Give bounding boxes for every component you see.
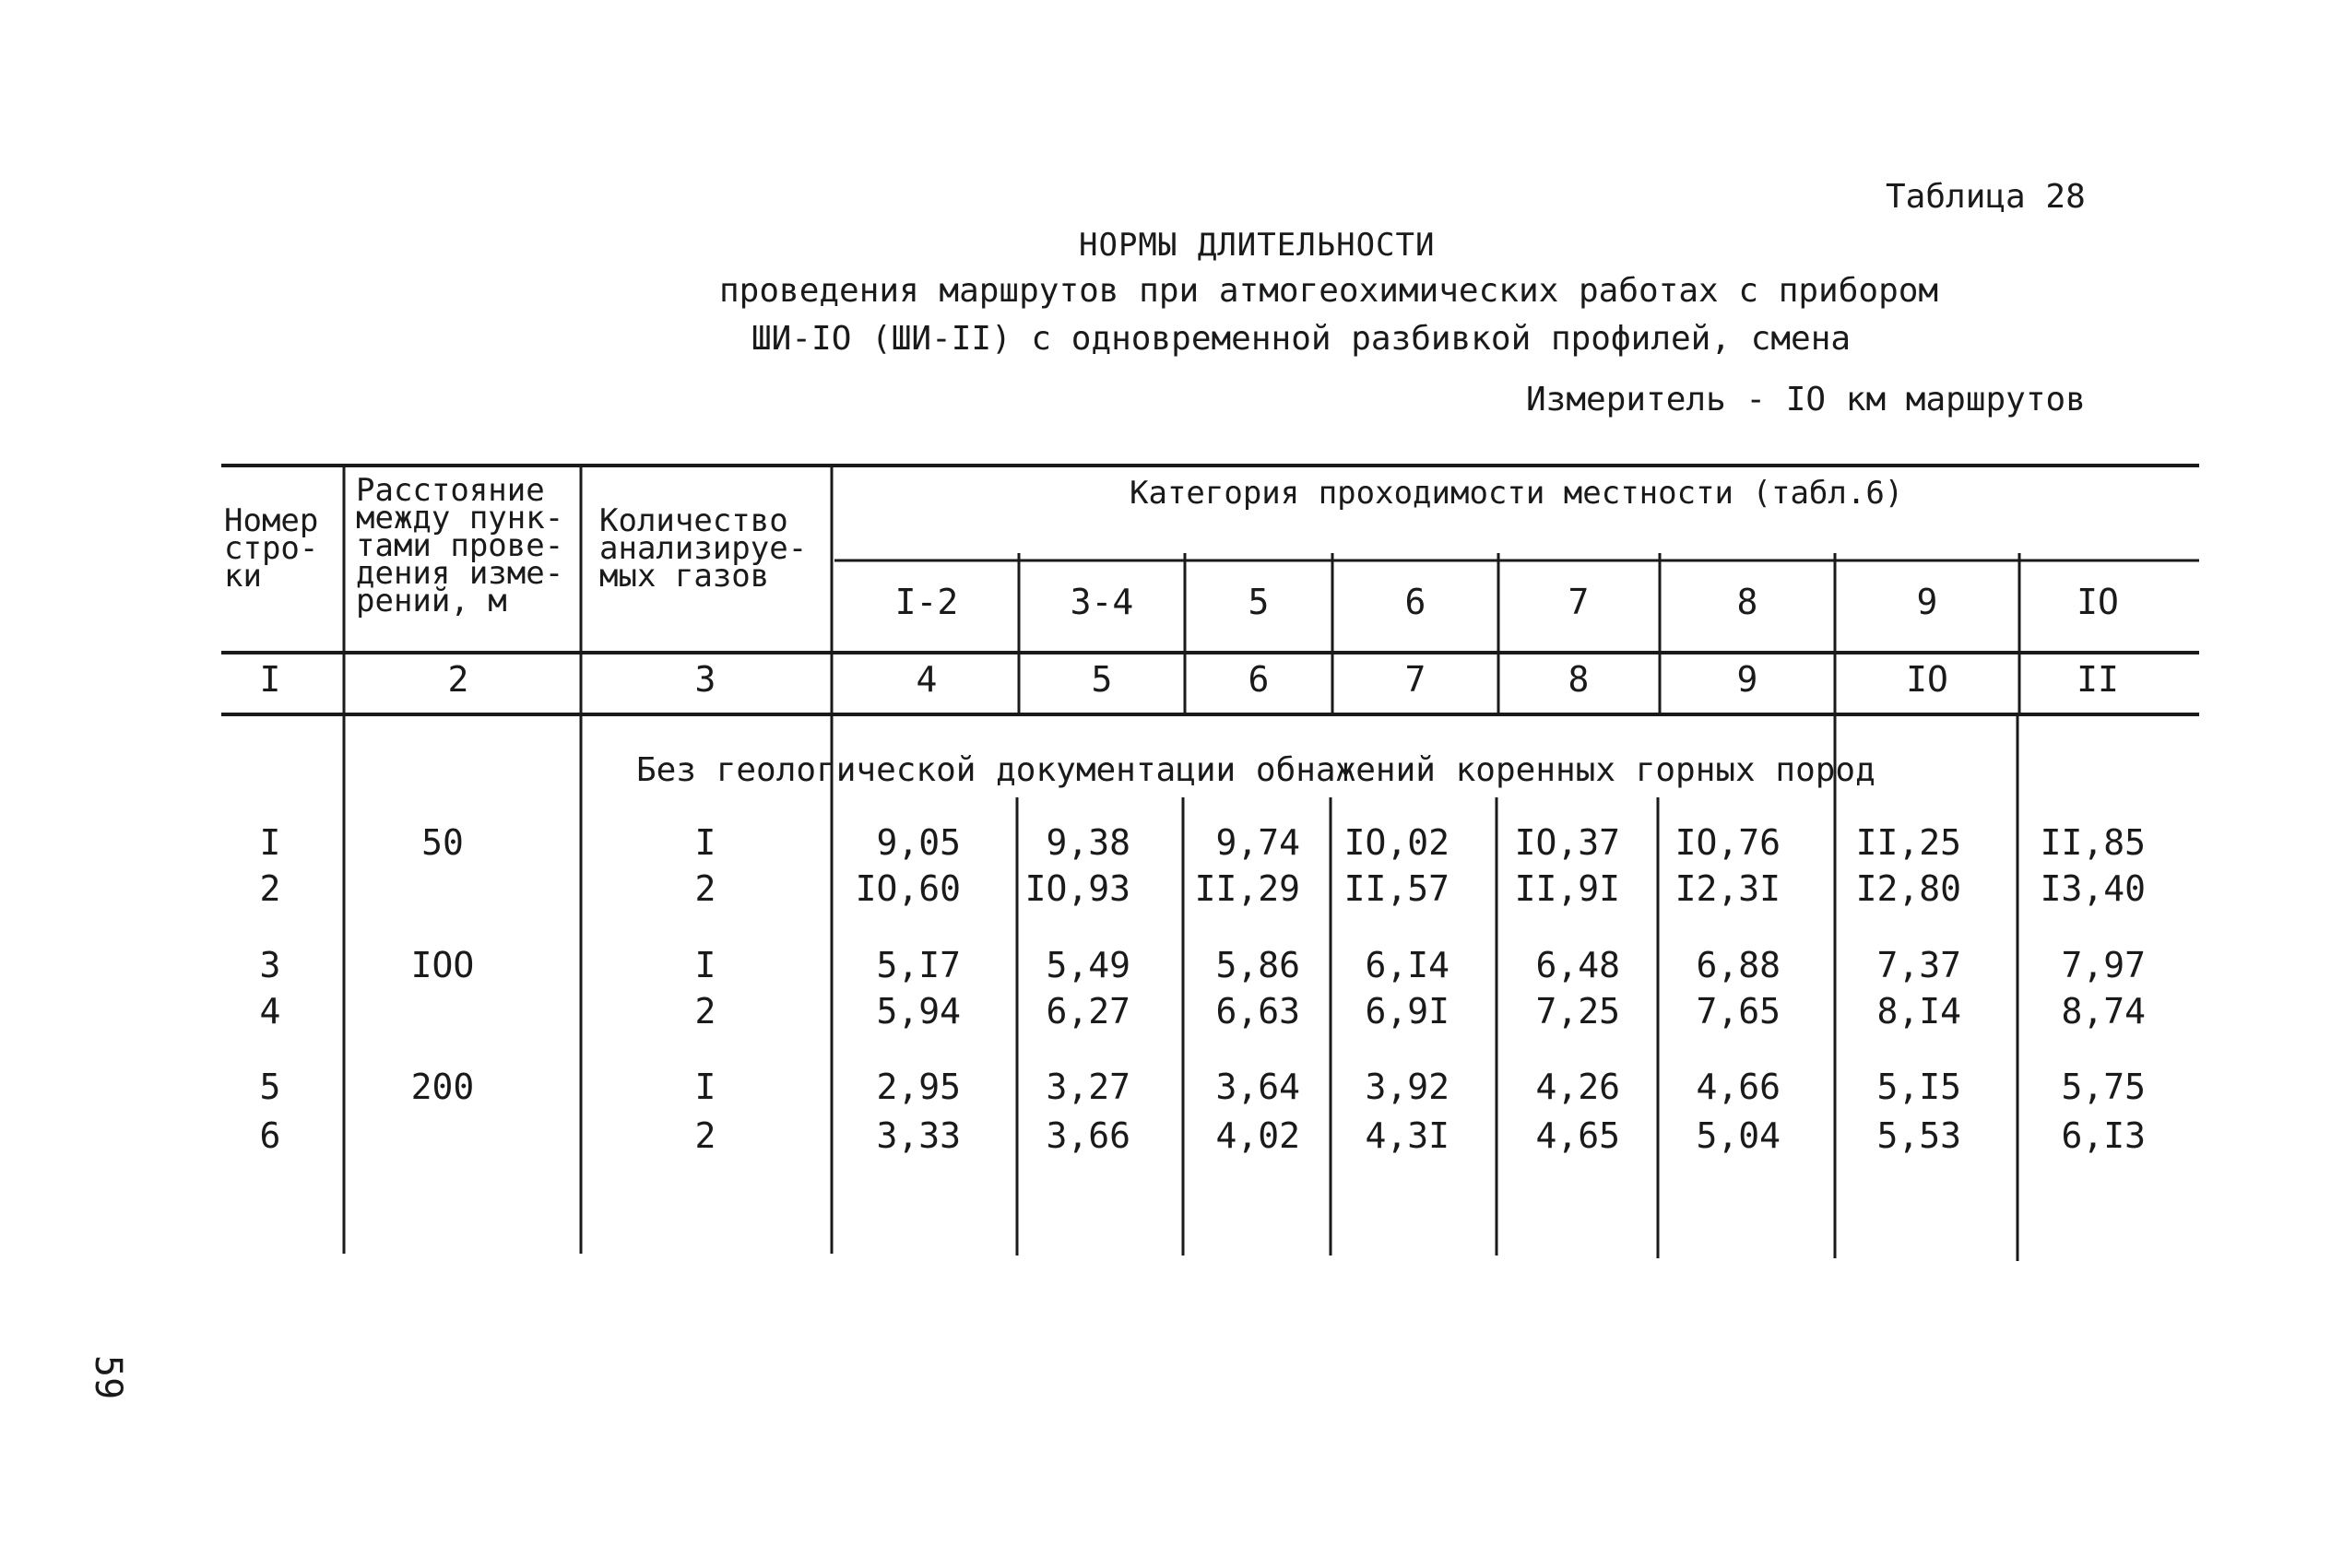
category-header: 6: [1404, 582, 1426, 622]
value-cell: 7,65: [1696, 991, 1781, 1032]
gas-count-cell: I: [694, 1067, 716, 1107]
row-number: 2: [259, 868, 281, 909]
value-cell: II,25: [1855, 822, 1961, 863]
value-cell: 4,66: [1696, 1067, 1781, 1107]
page-number: 59: [87, 1355, 129, 1400]
value-cell: 8,74: [2061, 991, 2146, 1032]
value-cell: 6,48: [1535, 945, 1620, 985]
gas-count-cell: I: [694, 945, 716, 985]
distance-cell: 200: [410, 1067, 475, 1107]
value-cell: I2,80: [1855, 868, 1961, 909]
category-header: 7: [1568, 582, 1590, 622]
column-number: 4: [916, 659, 938, 700]
row-number: 4: [259, 991, 281, 1032]
column-number: 3: [694, 659, 716, 700]
section-title: Без геологической документации обнажений коренных горных пород: [636, 751, 1875, 789]
value-cell: II,57: [1343, 868, 1449, 909]
value-cell: IO,93: [1024, 868, 1130, 909]
value-cell: 6,63: [1215, 991, 1300, 1032]
category-header: 3-4: [1070, 582, 1134, 622]
value-cell: 6,9I: [1365, 991, 1449, 1032]
category-header: I-2: [894, 582, 959, 622]
value-cell: 5,53: [1876, 1115, 1961, 1156]
value-cell: 9,05: [876, 822, 961, 863]
value-cell: 5,75: [2061, 1067, 2146, 1107]
document-title: НОРМЫ ДЛИТЕЛЬНОСТИ: [1079, 227, 1436, 264]
category-header: 8: [1736, 582, 1758, 622]
value-cell: 9,74: [1215, 822, 1300, 863]
row-number: 3: [259, 945, 281, 985]
header-category-group: Категория проходимости местности (табл.6): [1130, 475, 1904, 512]
value-cell: IO,37: [1514, 822, 1620, 863]
column-number: 5: [1091, 659, 1113, 700]
measure-unit: Измеритель - IO км маршрутов: [1526, 381, 2086, 419]
subtitle-line-1: проведения маршрутов при атмогеохимических работах с прибором: [719, 272, 1939, 310]
value-cell: 3,27: [1046, 1067, 1130, 1107]
header-distance: Расстояние между пунк- тами прове- дения изме- рений, м: [356, 472, 564, 619]
category-header: 5: [1248, 582, 1270, 622]
category-header: 9: [1916, 582, 1938, 622]
value-cell: 6,I4: [1365, 945, 1449, 985]
gas-count-cell: 2: [694, 991, 716, 1032]
value-cell: 6,27: [1046, 991, 1130, 1032]
value-cell: 3,64: [1215, 1067, 1300, 1107]
value-cell: 7,97: [2061, 945, 2146, 985]
value-cell: 3,33: [876, 1115, 961, 1156]
value-cell: I3,40: [2040, 868, 2146, 909]
column-number: 6: [1248, 659, 1270, 700]
value-cell: 9,38: [1046, 822, 1130, 863]
column-number: 7: [1404, 659, 1426, 700]
value-cell: 4,02: [1215, 1115, 1300, 1156]
value-cell: II,9I: [1514, 868, 1620, 909]
column-number: 9: [1736, 659, 1758, 700]
row-number: I: [259, 822, 281, 863]
value-cell: 3,66: [1046, 1115, 1130, 1156]
value-cell: 5,94: [876, 991, 961, 1032]
header-row-number: Номер стро- ки: [224, 502, 319, 595]
header-gas-count: Количество анализируе- мых газов: [599, 502, 808, 595]
value-cell: 7,25: [1535, 991, 1620, 1032]
value-cell: I2,3I: [1674, 868, 1781, 909]
value-cell: 5,49: [1046, 945, 1130, 985]
column-number: 2: [447, 659, 469, 700]
value-cell: IO,02: [1343, 822, 1449, 863]
value-cell: 8,I4: [1876, 991, 1961, 1032]
value-cell: IO,76: [1674, 822, 1781, 863]
value-cell: 7,37: [1876, 945, 1961, 985]
column-number: 8: [1568, 659, 1590, 700]
value-cell: 5,I7: [876, 945, 961, 985]
subtitle-line-2: ШИ-IO (ШИ-II) с одновременной разбивкой профилей, смена: [751, 320, 1852, 358]
value-cell: 3,92: [1365, 1067, 1449, 1107]
value-cell: 5,86: [1215, 945, 1300, 985]
value-cell: IO,60: [855, 868, 961, 909]
gas-count-cell: 2: [694, 868, 716, 909]
column-number: II: [2077, 659, 2119, 700]
value-cell: 4,3I: [1365, 1115, 1449, 1156]
row-number: 6: [259, 1115, 281, 1156]
value-cell: II,29: [1194, 868, 1300, 909]
table-label: Таблица 28: [1886, 178, 2086, 216]
column-number: I: [259, 659, 281, 700]
value-cell: 6,I3: [2061, 1115, 2146, 1156]
value-cell: 5,I5: [1876, 1067, 1961, 1107]
value-cell: 6,88: [1696, 945, 1781, 985]
value-cell: 4,65: [1535, 1115, 1620, 1156]
column-number: IO: [1906, 659, 1948, 700]
row-number: 5: [259, 1067, 281, 1107]
category-header: IO: [2077, 582, 2119, 622]
value-cell: 4,26: [1535, 1067, 1620, 1107]
gas-count-cell: I: [694, 822, 716, 863]
distance-cell: IOO: [410, 945, 475, 985]
gas-count-cell: 2: [694, 1115, 716, 1156]
value-cell: 5,04: [1696, 1115, 1781, 1156]
value-cell: II,85: [2040, 822, 2146, 863]
value-cell: 2,95: [876, 1067, 961, 1107]
distance-cell: 50: [421, 822, 464, 863]
